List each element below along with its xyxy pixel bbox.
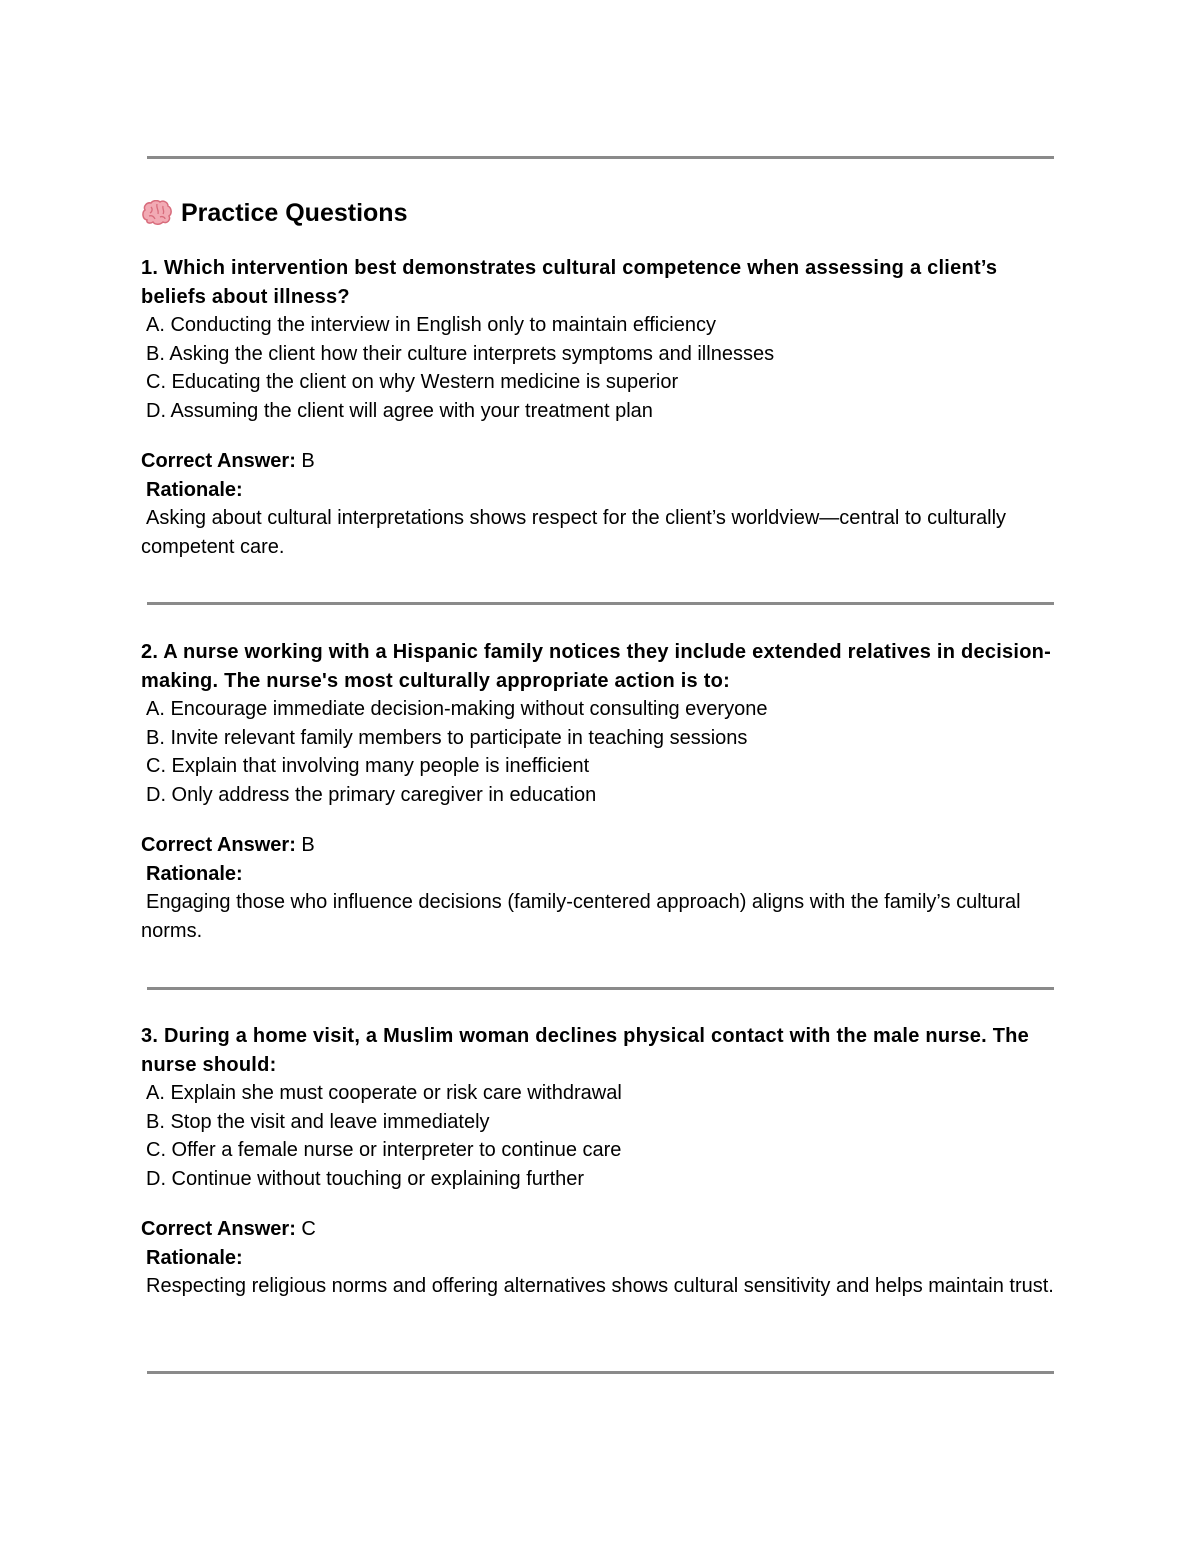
correct-answer bbox=[141, 831, 1061, 860]
divider-top bbox=[147, 156, 1054, 159]
question-2 bbox=[141, 638, 1061, 945]
option-d: D. Assuming the client will agree with your treatment plan bbox=[146, 399, 653, 422]
question-prompt: 3. During a home visit, a Muslim woman declines physical contact with the male nurse. The nurse should: bbox=[141, 1025, 1030, 1076]
option-a: A. Explain she must cooperate or risk care withdrawal bbox=[146, 1082, 622, 1104]
option-c: C. Offer a female nurse or interpreter to continue care bbox=[146, 1139, 622, 1161]
question-prompt: 1. Which intervention best demonstrates cultural competence when assessing a client’s beliefs about illness? bbox=[141, 257, 998, 308]
rationale-label: Rationale: bbox=[146, 478, 243, 501]
option-list bbox=[141, 695, 1061, 809]
option-c: C. Explain that involving many people is inefficient bbox=[146, 755, 590, 777]
page-title bbox=[141, 196, 407, 230]
question-1 bbox=[141, 254, 1061, 561]
brain-icon bbox=[141, 200, 173, 226]
option-d: D. Continue without touching or explaining further bbox=[146, 1167, 585, 1190]
option-b: B. Asking the client how their culture interprets symptoms and illnesses bbox=[146, 342, 775, 365]
correct-answer-value: C bbox=[301, 1218, 316, 1240]
option-d: D. Only address the primary caregiver in education bbox=[146, 783, 597, 806]
rationale-text: Asking about cultural interpretations shows respect for the client’s worldview—central to culturally competent care. bbox=[141, 507, 1007, 558]
correct-answer-value: B bbox=[301, 450, 315, 472]
rationale-text: Respecting religious norms and offering alternatives shows cultural sensitivity and helps maintain trust. bbox=[146, 1275, 1054, 1297]
correct-answer bbox=[141, 1215, 1061, 1244]
question-3 bbox=[141, 1022, 1061, 1301]
divider-1 bbox=[147, 602, 1054, 605]
correct-answer-label: Correct Answer: bbox=[141, 834, 296, 856]
option-c: C. Educating the client on why Western medicine is superior bbox=[146, 371, 679, 393]
page-title-text: Practice Questions bbox=[181, 199, 408, 227]
correct-answer-label: Correct Answer: bbox=[141, 1218, 296, 1240]
correct-answer-label: Correct Answer: bbox=[141, 450, 296, 472]
rationale-label: Rationale: bbox=[146, 862, 243, 885]
option-a: A. Conducting the interview in English only to maintain efficiency bbox=[146, 314, 716, 336]
correct-answer bbox=[141, 447, 1061, 476]
option-list bbox=[141, 1079, 1061, 1193]
rationale-text: Engaging those who influence decisions (family-centered approach) aligns with the family’s cultural norms. bbox=[141, 891, 1021, 942]
question-prompt: 2. A nurse working with a Hispanic family notices they include extended relatives in decision-making. The nurse's most culturally appropriate action is to: bbox=[141, 641, 1052, 692]
divider-bottom bbox=[147, 1371, 1054, 1374]
option-list bbox=[141, 311, 1061, 425]
option-a: A. Encourage immediate decision-making without consulting everyone bbox=[146, 698, 768, 720]
divider-2 bbox=[147, 987, 1054, 990]
option-b: B. Invite relevant family members to participate in teaching sessions bbox=[146, 726, 748, 749]
rationale-label: Rationale: bbox=[146, 1246, 243, 1269]
option-b: B. Stop the visit and leave immediately bbox=[146, 1110, 490, 1133]
correct-answer-value: B bbox=[301, 834, 315, 856]
